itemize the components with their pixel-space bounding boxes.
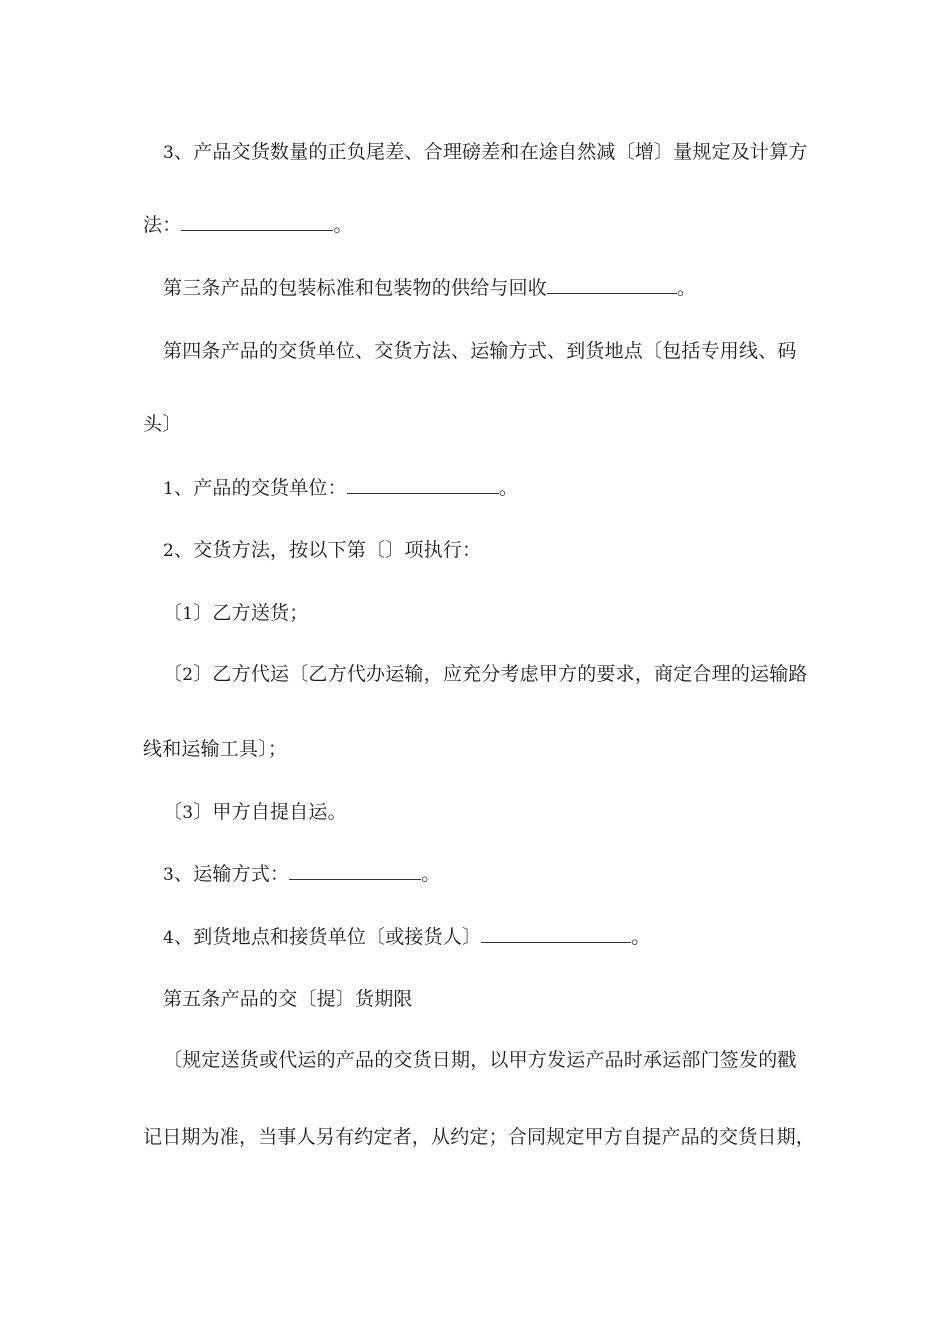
text-line-article-3-packaging: 第三条产品的包装标准和包装物的供给与回收 。 xyxy=(163,277,697,299)
text-line-quantity-tolerance: 3、产品交货数量的正负尾差、合理磅差和在途自然减〔增〕量规定及计算方 xyxy=(163,141,808,163)
text-line-article-5-body: 〔规定送货或代运的产品的交货日期，以甲方发运产品时承运部门签发的戳 xyxy=(163,1049,797,1071)
text-line-option-2: 〔2〕乙方代运〔乙方代办运输，应充分考虑甲方的要求，商定合理的运输路 xyxy=(163,663,808,685)
fill-in-blank[interactable] xyxy=(481,924,631,943)
fill-in-blank[interactable] xyxy=(289,861,421,880)
text-line-article-4-heading: 第四条产品的交货单位、交货方法、运输方式、到货地点〔包括专用线、码 xyxy=(163,340,797,362)
text-line-delivery-method: 2、交货方法，按以下第〔〕项执行： xyxy=(163,539,482,561)
text-line-transport-mode: 3、运输方式： 。 xyxy=(163,863,441,885)
text-line-article-4-continued: 头〕 xyxy=(143,413,182,435)
text-line-article-5-body-continued: 记日期为准，当事人另有约定者，从约定；合同规定甲方自提产品的交货日期， xyxy=(143,1126,816,1148)
text-line-option-1: 〔1〕乙方送货； xyxy=(163,602,309,624)
text-line-destination: 4、到货地点和接货单位〔或接货人〕 。 xyxy=(163,926,651,948)
text-line-calculation-method: 法： 。 xyxy=(143,214,353,236)
fill-in-blank[interactable] xyxy=(181,212,333,231)
text-line-option-3: 〔3〕甲方自提自运。 xyxy=(163,801,347,823)
fill-in-blank[interactable] xyxy=(347,475,499,494)
fill-in-blank[interactable] xyxy=(547,275,677,294)
text-line-article-5-heading: 第五条产品的交〔提〕货期限 xyxy=(163,988,413,1010)
text-line-option-2-continued: 线和运输工具〕； xyxy=(143,738,288,760)
text-line-delivery-unit: 1、产品的交货单位： 。 xyxy=(163,477,519,499)
